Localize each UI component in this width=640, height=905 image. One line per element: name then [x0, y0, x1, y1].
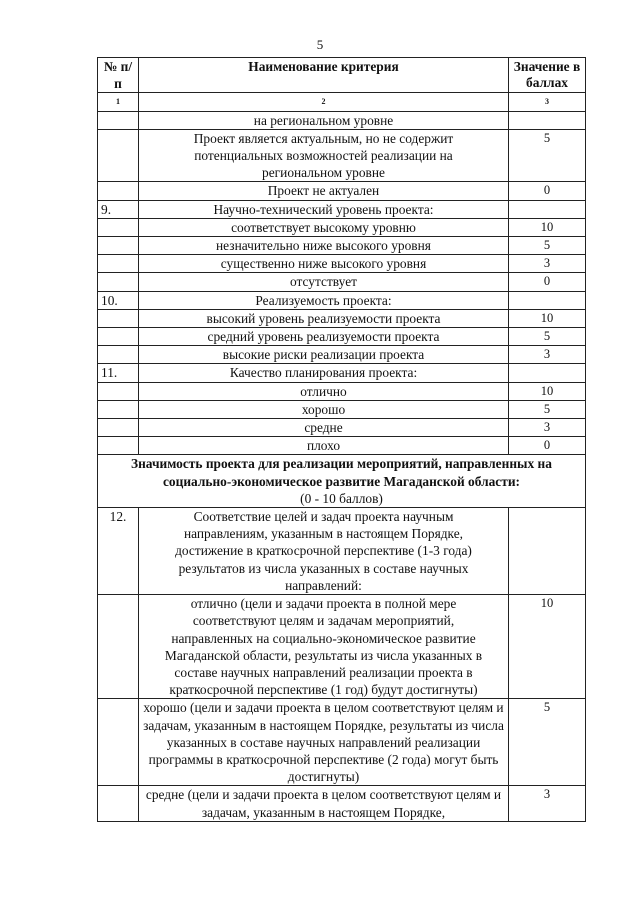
- row-score: [509, 364, 586, 382]
- row-score: [509, 111, 586, 129]
- row-number: 11.: [98, 364, 139, 382]
- header-number: № п/п: [98, 58, 139, 93]
- row-criterion: соответствует высокому уровню: [139, 218, 509, 236]
- row-criterion: хорошо (цели и задачи проекта в целом соответствуют целям и задачам, указанным в настоящем Порядке, результаты из числа указанных в составе научных направлений реализации программы в краткосрочной перспективе (2 года) могут быть достигнуты): [139, 699, 509, 786]
- table-row: [98, 255, 586, 273]
- row-score: 0: [509, 182, 586, 200]
- row-number: 9.: [98, 200, 139, 218]
- row-criterion: отлично (цели и задачи проекта в полной мере соответствуют целям и задачам мероприятий, направленных на социально-экономическое развитие Магаданской области, результаты из числа указанных в составе научных направлений реализации проекта в краткосрочной перспективе (1 год) будут достигнуты): [139, 595, 509, 699]
- table-row: [98, 218, 586, 236]
- row-score: 3: [509, 419, 586, 437]
- table-row: [98, 111, 586, 129]
- table-row: [98, 786, 586, 821]
- row-number: [98, 218, 139, 236]
- row-number: [98, 699, 139, 786]
- row-criterion: средне: [139, 419, 509, 437]
- row-criterion: Качество планирования проекта:: [139, 364, 509, 382]
- row-criterion: Проект не актуален: [139, 182, 509, 200]
- row-criterion: хорошо: [139, 400, 509, 418]
- row-criterion: Реализуемость проекта:: [139, 291, 509, 309]
- row-score: 3: [509, 346, 586, 364]
- row-number: [98, 309, 139, 327]
- row-score: 5: [509, 699, 586, 786]
- column-index-3: 3: [509, 93, 586, 111]
- row-score: [509, 508, 586, 595]
- table-row: [98, 129, 586, 182]
- row-number: [98, 595, 139, 699]
- row-number: [98, 400, 139, 418]
- row-criterion: плохо: [139, 437, 509, 455]
- section-row: [98, 455, 586, 508]
- table-header-row: [98, 58, 586, 93]
- row-criterion: отлично: [139, 382, 509, 400]
- row-number: [98, 237, 139, 255]
- table-row: [98, 273, 586, 291]
- table-row: [98, 508, 586, 595]
- header-score: Значение в баллах: [509, 58, 586, 93]
- row-criterion: незначительно ниже высокого уровня: [139, 237, 509, 255]
- row-score: 0: [509, 273, 586, 291]
- row-criterion: Научно-технический уровень проекта:: [139, 200, 509, 218]
- row-number: [98, 346, 139, 364]
- row-score: 10: [509, 382, 586, 400]
- row-number: [98, 328, 139, 346]
- row-score: [509, 200, 586, 218]
- page-number: 5: [316, 37, 324, 52]
- row-score: 5: [509, 237, 586, 255]
- column-index-row: [98, 93, 586, 111]
- row-criterion: средне (цели и задачи проекта в целом соответствуют целям и задачам, указанным в настоящем Порядке,: [139, 786, 509, 821]
- row-score: 10: [509, 218, 586, 236]
- row-criterion: высокие риски реализации проекта: [139, 346, 509, 364]
- table-row: [98, 400, 586, 418]
- row-number: [98, 419, 139, 437]
- table-row: [98, 291, 586, 309]
- row-criterion: Соответствие целей и задач проекта научным направлениям, указанным в настоящем Порядке, достижение в краткосрочной перспективе (1-3 года) результатов из числа указанных в составе научных направлений:: [139, 508, 509, 595]
- row-criterion: средний уровень реализуемости проекта: [139, 328, 509, 346]
- row-number: [98, 382, 139, 400]
- table-row: [98, 382, 586, 400]
- row-number: 12.: [98, 508, 139, 595]
- row-number: [98, 786, 139, 821]
- row-score: [509, 291, 586, 309]
- row-criterion: Проект является актуальным, но не содержит потенциальных возможностей реализации на региональном уровне: [139, 129, 509, 182]
- table-row: [98, 237, 586, 255]
- table-row: [98, 328, 586, 346]
- row-score: 0: [509, 437, 586, 455]
- row-score: 3: [509, 255, 586, 273]
- row-criterion: отсутствует: [139, 273, 509, 291]
- table-row: [98, 182, 586, 200]
- table-row: [98, 309, 586, 327]
- row-score: 10: [509, 309, 586, 327]
- row-number: 10.: [98, 291, 139, 309]
- row-number: [98, 255, 139, 273]
- row-criterion: на региональном уровне: [139, 111, 509, 129]
- row-score: 3: [509, 786, 586, 821]
- section-title: Значимость проекта для реализации мероприятий, направленных на социально-экономическое развитие Магаданской области:: [131, 456, 552, 489]
- row-number: [98, 111, 139, 129]
- criteria-table: [97, 57, 586, 822]
- row-score: 5: [509, 328, 586, 346]
- table-row: [98, 200, 586, 218]
- row-number: [98, 437, 139, 455]
- section-heading: [98, 455, 586, 508]
- section-range: (0 - 10 баллов): [300, 490, 383, 506]
- row-number: [98, 273, 139, 291]
- row-number: [98, 129, 139, 182]
- column-index-1: 1: [98, 93, 139, 111]
- column-index-2: 2: [139, 93, 509, 111]
- row-criterion: высокий уровень реализуемости проекта: [139, 309, 509, 327]
- row-number: [98, 182, 139, 200]
- row-criterion: существенно ниже высокого уровня: [139, 255, 509, 273]
- table-row: [98, 419, 586, 437]
- table-row: [98, 595, 586, 699]
- table-row: [98, 364, 586, 382]
- table-row: [98, 699, 586, 786]
- row-score: 5: [509, 129, 586, 182]
- header-criterion-name: Наименование критерия: [139, 58, 509, 93]
- table-row: [98, 346, 586, 364]
- row-score: 10: [509, 595, 586, 699]
- table-row: [98, 437, 586, 455]
- row-score: 5: [509, 400, 586, 418]
